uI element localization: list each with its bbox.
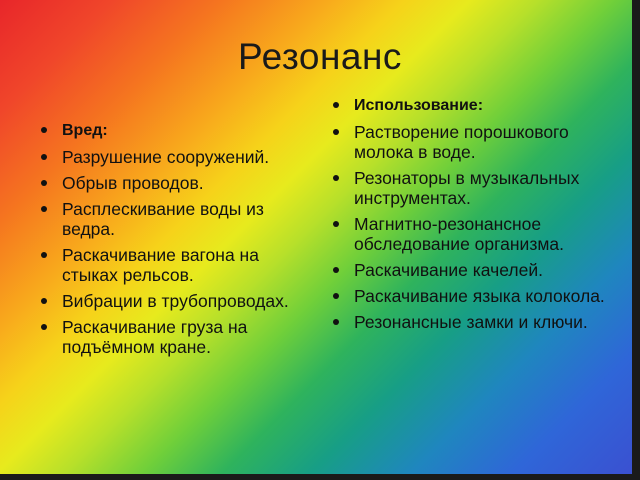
list-item — [38, 245, 310, 285]
bullet-dot-icon — [333, 319, 339, 325]
bullet-dot-icon — [333, 293, 339, 299]
list-item-text: Раскачивание языка колокола. — [354, 286, 605, 306]
list-item — [330, 168, 620, 208]
list-item-text: Раскачивание качелей. — [354, 260, 543, 280]
list-item-text: Раскачивание вагона на стыках рельсов. — [62, 245, 259, 285]
list-item-text: Разрушение сооружений. — [62, 147, 270, 167]
harm-heading-text: Вред: — [62, 122, 108, 139]
bullet-dot-icon — [333, 175, 339, 181]
list-item — [38, 147, 310, 167]
list-item — [330, 260, 620, 280]
list-item-text: Резонаторы в музыкальных инструментах. — [354, 168, 580, 208]
bullet-dot-icon — [41, 324, 47, 330]
bullet-dot-icon — [41, 298, 47, 304]
list-item — [38, 199, 310, 239]
list-item-text: Обрыв проводов. — [62, 173, 204, 193]
list-item — [38, 317, 310, 357]
bullet-dot-icon — [41, 252, 47, 258]
list-item — [330, 122, 620, 162]
bullet-dot-icon — [41, 180, 47, 186]
bullet-dot-icon — [41, 127, 47, 133]
list-item — [330, 214, 620, 254]
slide-title: Резонанс — [238, 36, 402, 77]
list-item-text: Раскачивание груза на подъёмном кране. — [62, 317, 248, 357]
harm-heading — [38, 121, 310, 141]
bullet-dot-icon — [333, 221, 339, 227]
usage-list — [330, 96, 620, 338]
list-item — [330, 312, 620, 332]
bullet-dot-icon — [41, 154, 47, 160]
list-item — [38, 291, 310, 311]
bullet-dot-icon — [333, 129, 339, 135]
list-item-text: Резонансные замки и ключи. — [354, 312, 588, 332]
bullet-dot-icon — [333, 102, 339, 108]
list-item-text: Магнитно-резонансное обследование организма. — [354, 214, 564, 254]
list-item — [38, 173, 310, 193]
usage-heading-text: Использование: — [354, 97, 484, 114]
list-item-text: Вибрации в трубопроводах. — [62, 291, 289, 311]
bullet-dot-icon — [333, 267, 339, 273]
harm-list — [38, 121, 310, 363]
bullet-dot-icon — [41, 206, 47, 212]
list-item — [330, 286, 620, 306]
list-item-text: Расплескивание воды из ведра. — [62, 199, 264, 239]
usage-heading — [330, 96, 620, 116]
list-item-text: Растворение порошкового молока в воде. — [354, 122, 569, 162]
